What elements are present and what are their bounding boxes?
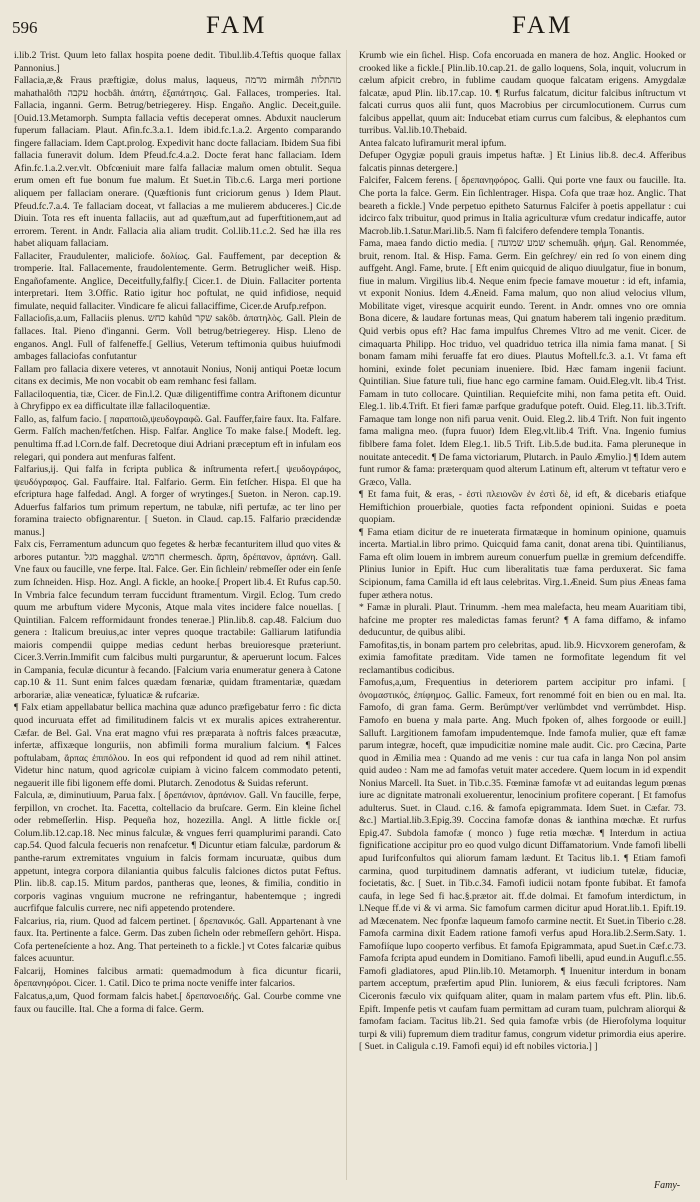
left-entry-1: i.lib.2 Trist. Quum leto fallax hospita poene dedit. Tibul.lib.4.Teftis quoque fallax Pannonius.] xyxy=(14,50,341,74)
left-entry-14: Falcatus,a,um, Quod formam falcis habet.[ δρεπανοειδής. Gal. Courbe comme vne faux ou faucille. Ital. Che a forma di falce. Germ. xyxy=(14,991,341,1015)
left-entry-11: Falcula, æ, diminutiuum, Parua falx. [ δρεπάνιον, ἀρπάνιον. Gall. Vn faucille, ferpe, ferpillon, vn crochet. Ita. Facetta, coltellacio da bruſcare. Germ. Ein kleine ſichel oder rebmeſſerlin. Hisp. Pequeña hoz, hozezilla. Angl. A little fickle or.[ Colum.lib.12.cap.18. Nec minus falculæ, & vngues ferri quamplurimi parandi. Cato cap.54. Quod falcula fecueris non renafcetur. ¶ Dicuntur etiam falculæ, pardorum & panthe-rarum extremitates vnguium in falcis formam incuruatæ, quibus dum appetunt, integra corpora dilaniantia quibus falculis falciones dictos putat Feftus. Plin. lib.8. cap.15. Mitum pardos, pantheras que, leones, & fimilia, conditio in corporis vaginas vnguium mucrone ne refringantur, habentemque ; ingredi aucrfifque falculis currere, nec nifi appetendo protendere. xyxy=(14,790,341,915)
left-entry-8: Falfarius,ij. Qui falfa in fcripta publica & inſtrumenta refert.[ ψευδογράφος, ψευδόγραφος. Gal. Fauffaire. Ital. Falfario. Germ. Ein fetſcher. Hispa. El que ha efcriptura hage falfedad. Angl. A forger of wrytinges.[ Sueton. in Neron. cap.19. Aduerfus falfarios tum primum repertum, ne tabulæ, nifi pertufæ, ac ter lino per foramina traiecto obfignarentur. [ Sueton. in Claud. cap.15. Falfario præcidendæ manus.] xyxy=(14,464,341,538)
right-entry-7: ¶ Fama etiam dicitur de re inueterata firmatæque in hominum opinione, quamuis incerta. Martial.in libro primo. Quicquid fama canit, donat arena tibi. Quintilianus, Fama eft olim louem in imbrem aureum conuerfum puellæ in gremium defcendiffe. Plinius Iunior in Epift. Huc cum liberalitatis tuæ fama perduxerat. Sic fama Scipionum, fama Camilla id eft laus celebritas. Virg.1.Æneid. Sum pius Æneas fama fuper æthera notus. xyxy=(359,526,686,601)
left-entry-4: Fallacioſis,a.um, Fallaciis plenus. כחש kahûd שקר sakôb. ἀπατηλὸς. Gall. Plein de fallaces. Ital. Pieno d'inganni. Germ. Voll betrug/betriegerey. Hisp. Lleno de enganos. Angl. Full of falfeneffe.[ Gellius, Veterum teftimonia quibus huiufmodi ambages fallaciofas confutantur xyxy=(14,313,342,363)
right-entry-4: Falcifer, Falcem ferens. [ δρεπανηφόρος. Galli. Qui porte vne faux ou faucille. Ita. Che porta la falce. Germ. Ein ſichlentrager. Hispa. Cofa que traæ hoz. Anglic. That beareth a fickle.] Vnde perpetuo epitheto Saturnus Falcifer à poetis appellatur : cui idcirco falx tribuitur, quod primus in Italia agriculturæ vfum credatur indicaffe, autor Macrob.lib.1.Satur.Mari.lib.5. Nam fi falcifero defendere templa Tonantis. xyxy=(359,175,686,237)
running-headword-right: FAM xyxy=(512,12,574,39)
catchword: Famy- xyxy=(654,1180,681,1191)
right-entry-1: Krumb wie ein ſichel. Hisp. Cofa encoruada en manera de hoz. Anglic. Hooked or crooked like a fickle.[ Plin.lib.10.cap.21. de gallo loquens, Sola, inquit, volucrum in cælum afpicit crebro, in fublime caudam quoque falcatam erigens. Amygdalæ falcatæ, apud Plin. lib.17.cap. 10. ¶ Rurfus falcatum, dicitur falcibus inſtructum vt falcati currus quos alii funt, quos Macrobius per circumlocutionem. Currus cum falcibus appellat, quum ait: Inducebat etiam currus cum falcibus, & elephantos cum turribus. Val.lib.10.Thebaid. xyxy=(359,50,686,137)
left-entry-2: Fallacia,æ,& Fraus præftigiæ, dolus malus, laqueus, מרמה mirmâh מהתלות mahathalôth עקבה hocbâh. ἀπάτη, ἐξαπάτησις. Gal. Fallaces, tromperies. Ital. Fallacia, inganni. Germ. Betrug/betriegerey. Hisp. Engaño. Anglic. Deceit,guile.[Ouid.13.Metamorph. Sumpta fallacia veftis deceperat omnes. Abduxit nauclerum fuperum fallaciam. Plaut. Afin.fc.3.a.1. Idem ibid.fc.1.a.2. Argento comparando fingere fallaciam. Idem Capt.prolog. Expedivit hanc docte fallaciam. Ibidem Sua fibi fallacia funeravit dolum. Idem Pfeud.fc.4.a.2. Docte ferat hanc fallaciam. Idem Afin.fc.1.a.2.ver.vlt. Obfcœniuit mare falfa fallaciæ malum omen obtulit. Sequa erum omen eft fue bonum fue malum. Et Suet.in Tib.c.6. Larga meri portione aliquem per fallaciam onerare. (Quæftionis funt criciorum genus ) Idem Plaut. Pfeud.fc.7.a.4. Te fallaciam doceat, vt fallacias a me mulierem abduceres.] Cic.de Diuin. Tota res eft inuenta fallaciis, aut ad quæftum,aut ad fuperftitionem,aut ad errorem. Terent. in Andr. Fallacia alia aliam trudit. Col.lib.11.c.2. Sed hæ illa res habet aliquam fallaciam. xyxy=(14,75,342,250)
left-entry-7: Fallo, as, falfum facio. [ παραποιῶ,ψευδογραφῶ. Gal. Fauffer,faire faux. Ita. Falfare. Germ. Falſch machen/fetſchen. Hisp. Falfar. Anglice To make false.[ Modeft. leg. penultima ff.ad l.Corn.de falf. Decretoque diui Adriani præceptum eft in infulam eos relegari, qui pondera aut menfuras falfent. xyxy=(14,413,341,463)
left-entry-10: ¶ Falx etiam appellabatur bellica machina quæ adunco præfigebatur ferro : fic dicta quod incuruata effet ad fimilitudinem falcis vt ex muralis apices extraherentur. Cæfar. de Bel. Gal. Vna erat magno vfui res præparata à noftris falces præacutæ, infertæ, affixæque longuriis, non abfimili forma muralium falcium. ¶ Falces poftulabam, ἄρπας ἐπιπόλου. In eos qui refpondent id quod ad rem nihil attinet. Videtur hinc natum, quod agricolæ cuipiam à vicino falcem commodato petenti, negauerit ille fibi ligonem effe domi. Plutarch. Zenodotus & Suidas referunt. xyxy=(14,702,341,789)
left-entry-5: Fallam pro fallacia dixere veteres, vt annotauit Nonius, Nonij antiqui Poetæ locum citans ex decimis, Me non vocabit ob eam remhanc fesi fallam. xyxy=(14,363,341,388)
right-entry-9: Famofitas,tis, in bonam partem pro celebritas, apud. lib.9. Hicvxorem generofam, & eximia famofitate præditam. Vide tamen ne formofitate legendum fit vel reclamantibus codicibus. xyxy=(359,639,686,676)
right-entry-2: Antea falcato lufiramurit meral ipfum. xyxy=(359,137,507,149)
right-entry-3: Defuper Ogygiæ populi grauis impetus haftæ. ] Et Linius lib.8. dec.4. Afferibus falcatis pinnas detergere.] xyxy=(359,150,686,174)
left-entry-3: Fallaciter, Fraudulenter, maliciofe. δολίως. Gal. Fauffement, par deception & tromperie. Ital. Fallacemente, fraudolentemente. Germ. Betruglicher weiß. Hisp. Engañofamente. Anglice, Deceitfully,falfly.[ Cicer.1. de Diuin. Fallaciter portenta interpretari. Item 3.Offic. Ratio igitur hoc poftulat, ne quid infidiose, nequid fimulate, nequid fallaciter. Vindicare fe alicui fallaciffime, Cicer.de Arufp.refpon. xyxy=(14,250,341,312)
page-number: 596 xyxy=(12,18,38,37)
left-entry-13: Falcarij, Homines falcibus armati: quemadmodum à fica dicuntur ficarii, δρεπανηφόροι. Cicer. 1. Catil. Dico te prima nocte veniffe inter falcarios. xyxy=(14,965,341,990)
running-headword-left: FAM xyxy=(206,12,268,39)
column-divider xyxy=(346,50,347,1180)
right-entry-8: * Famæ in plurali. Plaut. Trinumm. -hem mea malefacta, heu meam Auaritiam tibi, hafcine me propter res maledictas famas ferunt? ¶ A fama diffamo, & infamo deducuntur, de quibus alibi. xyxy=(359,602,686,639)
left-entry-6: Fallaciloquentia, tiæ, Cicer. de Fin.l.2. Quæ diligentiffime contra Ariftonem dicuntur à Chryfippo ex ea difficultate illæ fallaciloquentiæ. xyxy=(14,388,341,413)
left-entry-12: Falcarius, ria, rium. Quod ad falcem pertinet. [ δρεπανικός. Gall. Appartenant à vne faux. Ita. Pertinente a falce. Germ. Das zuben ſicheln oder rebmeſſern gehört. Hispa. Cofa perteneſciente a hoz. Ang. That perteineth to a fickle.] vt Cotes falcariæ quibus falces acuuntur. xyxy=(14,915,341,965)
right-entry-5: Fama, maea fando dictio media. [ שמע שמועה schemuâh. φήμη. Gal. Renommée, bruit, renom. Ital. & Hisp. Fama. Germ. Ein geſchrey/ ein red ſo von einem ding auffgeht. Angl. Fame, brute. [ Eft enim quicquid de aliquo diuulgatur, fiue in bonum, fiue in malum. Virgilius lib.4. Neque enim fpecie famave mouetur : id eft, infamia, vt exponit Nonius. Idem 4.Æneid. Fama malum, quo non aliud velocius vllum, Mobilitate viget, viresque acquirit eundo. Terent. in Andr. omnes vno ore omnia Bona dicere, & laudare fortunas meas, Qui gnatum haberem tali ingenio præditum. Quid verbis opus eft? Hac fama impulfus Chremes Vltro ad me venit. Cicer. de cimaquarta Philipp. Hoc triduo, vel quadriduo tetrica illa nimia fama manat. [ Si bonam famam mihi feruaffe fat ero diues. Plautus Moftell.fc.3. a.1. Vt fama eft homini, exinde folet pecuniam inueniere. Ibid. Hæc famam ingenii faciunt. Quintilian. Siue fature tuli, fiue hanc ego carmine famam. Ouid.Eleg.vlt. lib.4 Trist. Famam in tuto collocare. Quintilian. Requiefcite mihi, non fama petita eft. Ouid. Eleg.1. lib.4.Trift. Et fieri famæ parfque gradufque poteft. Ouid. Eleg.11. lib.3.Trift. Famaque tam longe non nifi parua venit. Ouid. Eleg.2. lib.4 Trift. Non fuit ingento fama maligna meo. (fupra fuuor) Idem Eleg.vlt.lib.4 Trift. Vna. Ingenio fumius fiblbere fama folet. Idem Eleg.1. lib.5 Trift. Lib.5.de bud.ita. Fama pleruneque in nouitate antecedit. ¶ De fama victoriarum, Plutarch. in Paulo Æmylio.] ¶ Idem autem funt rumor & fama: præterquam quod alterum Latinum eft, alterum vt teftatur vero e Græco, Valla. xyxy=(359,238,686,488)
right-entry-6: ¶ Et fama fuit, & eras, - ἐστὶ πλειονῶν ἐν ἐστὶ δὲ, id eft, & dicebaris etiafque Hemiftichion prouerbiale, quoties facta refpondent opinioni. Suidas e poeta quopiam. xyxy=(359,489,686,526)
right-entry-10: Famofus,a,um, Frequentius in deteriorem partem accipitur pro infami. [ ὀνομαστικός, ἐπίφημος. Gallic. Fameux, fort renommé foit en bien ou en mal. Ita. Famofo, di gran fama. Germ. Berümpt/ver verlümbdet vnd verrümbdet. Hisp. Famofo en buena y mala parte. Ang. Much fpoken of, alhes forgoode or euill.] Salluft. Largitionem famofam impudentemque. Inde famofa mulier, quæ eft famæ parum integræ, hoceft, quæ impudicitiæ nomine male audit. Cic. pro Cæcina, Parte quod in Æmilia mea : Quando ad me venis : cur tua cafa in langa Non pol ansim quid audeo : Nam me ad famofas vetuit mater accedere. Quem locum in id expendit Nonius Marcell. Ita Suet. in Tib.c.35. Fœminæ famofæ vt ad euitandas legum pœnas iure ac dignitate matronali exoluerentur, lenocinium profitere coperant. [ Et famofus adulterus. Suet. in Claud. c.16. & famofa epigrammata. Idem Suet. in Cæfar. 73. &c.] Martial.lib.3.Epig.39. Coccina famofæ donas & ianthina mœchæ. Et rurfus Epig.47. Subdola famofæ ( monco ) fuge retia mœchæ. ¶ Interdum in actiua fignificatione accipitur pro eo quod vulgo dicunt Diffamatorium. Vnde famofi libelli apud Iurifconfultos qui aliorum famam lædunt. Et Tacitus lib.1. ¶ Etiam famofi carmina, quod turpitudinem damnatis adferant, vt iudicium tutelæ, fiduciæ, focietatis, &c. [ Suet. in Tib.c.34. Famofi iudicii notam fponte fubibat. Et famofa caufa, in lege Sed fi hac.§.prætor ait. ff.de dolmai. Et famofum interdictum, in l.Neque ff.de vi & vi arma. Sic famofum carmen dicitur apud Horat.lib.1. Epift.19. ad Mæcenatem. Nec fponfæ laqueum famofo carmine nectit. Et Suet.in Tiberio c.28. Famofa carmina dixit Eadem ratione famofi verfus apud Hora.lib.2.Serm.Saty. 1. Famofiíque lupo cooperto verfibus. Et famofa Epigrammata, apud Suet.in Cæf.c.73. Famofa fcripta apud eundem in Domitiano. Famofi libelli, apud eund.in Augufl.c.55. Famofi gladiatores, apud Plin.lib.10. Metamorph. ¶ Inuenitur interdum in bonam partem acceptum, præfertim apud Plin. Iuniorem, & eius fæculi fcriptores. Nam Ciceronis fæculo vix quifquam aliter, quam in malam partem vfus eft. Plin. lib.6. Epift. Impenfe petis vt caufam fuam permittam ad curam tuam, pulchram aliorqui & famofam faciam. Tacitus lib.21. Sed quia famofæ vrbis (de Hierofolyma loquitur turpi & vili) fupremum diem traditur famus, congrum videtur primordia eius aperire. [ Suet. in Caligula c.19. Famofi equi) id eft nobiles victoria.] ] xyxy=(359,677,686,1053)
left-column xyxy=(14,50,341,1016)
page-header xyxy=(0,0,700,44)
left-entry-9: Falx cis, Ferramentum aduncum quo fegetes & herbæ fecanturitem illud quo vites & arbores putantur. מגל magghal. חרמש chermesch. ἄρπη, δρέπανον, ἀρπάνη. Gall. Vne faux ou faucille, vne ferpe. Ital. Falce. Ger. Ein ſichlein/ rebmeſſer oder ein ſenſe zum ſchneiden. Hisp. Hoz. Angl. A fickle, an hooke.[ Propert lib.4. Et Rufus cap.50. In Vmbria falce fecundum terram fuccidunt ftramentum. Virgil. Eclog. Tum credo quum me arbuftum videre Myconis, Atque mala vites incidere falce nouellas. [ Quintilian. Falcem refformidaunt frondes tenerae.] Plin.lib.8. cap.48. Falcium duo genera : Italicum breuius,ac inter vepres quoque tractabile: Galliarum latifundia maioris compendii quippe medias cedunt herbas breuioresque præteriunt. Cicer.3.Verrin.Immifit cum falcibus multi purgaruntur, & aperuerunt locum. Falces in Campania, feculæ dicuntur à fecando. [Falcium varia enumeratur genera à Catone cap.10 & 11. Sunt enim falces quædam fœnariæ, quidam ftramentariæ, quædam arborariæ, aliæ veneaticæ, fyluaticæ & rufcariæ. xyxy=(14,539,341,701)
right-column xyxy=(359,50,686,1054)
